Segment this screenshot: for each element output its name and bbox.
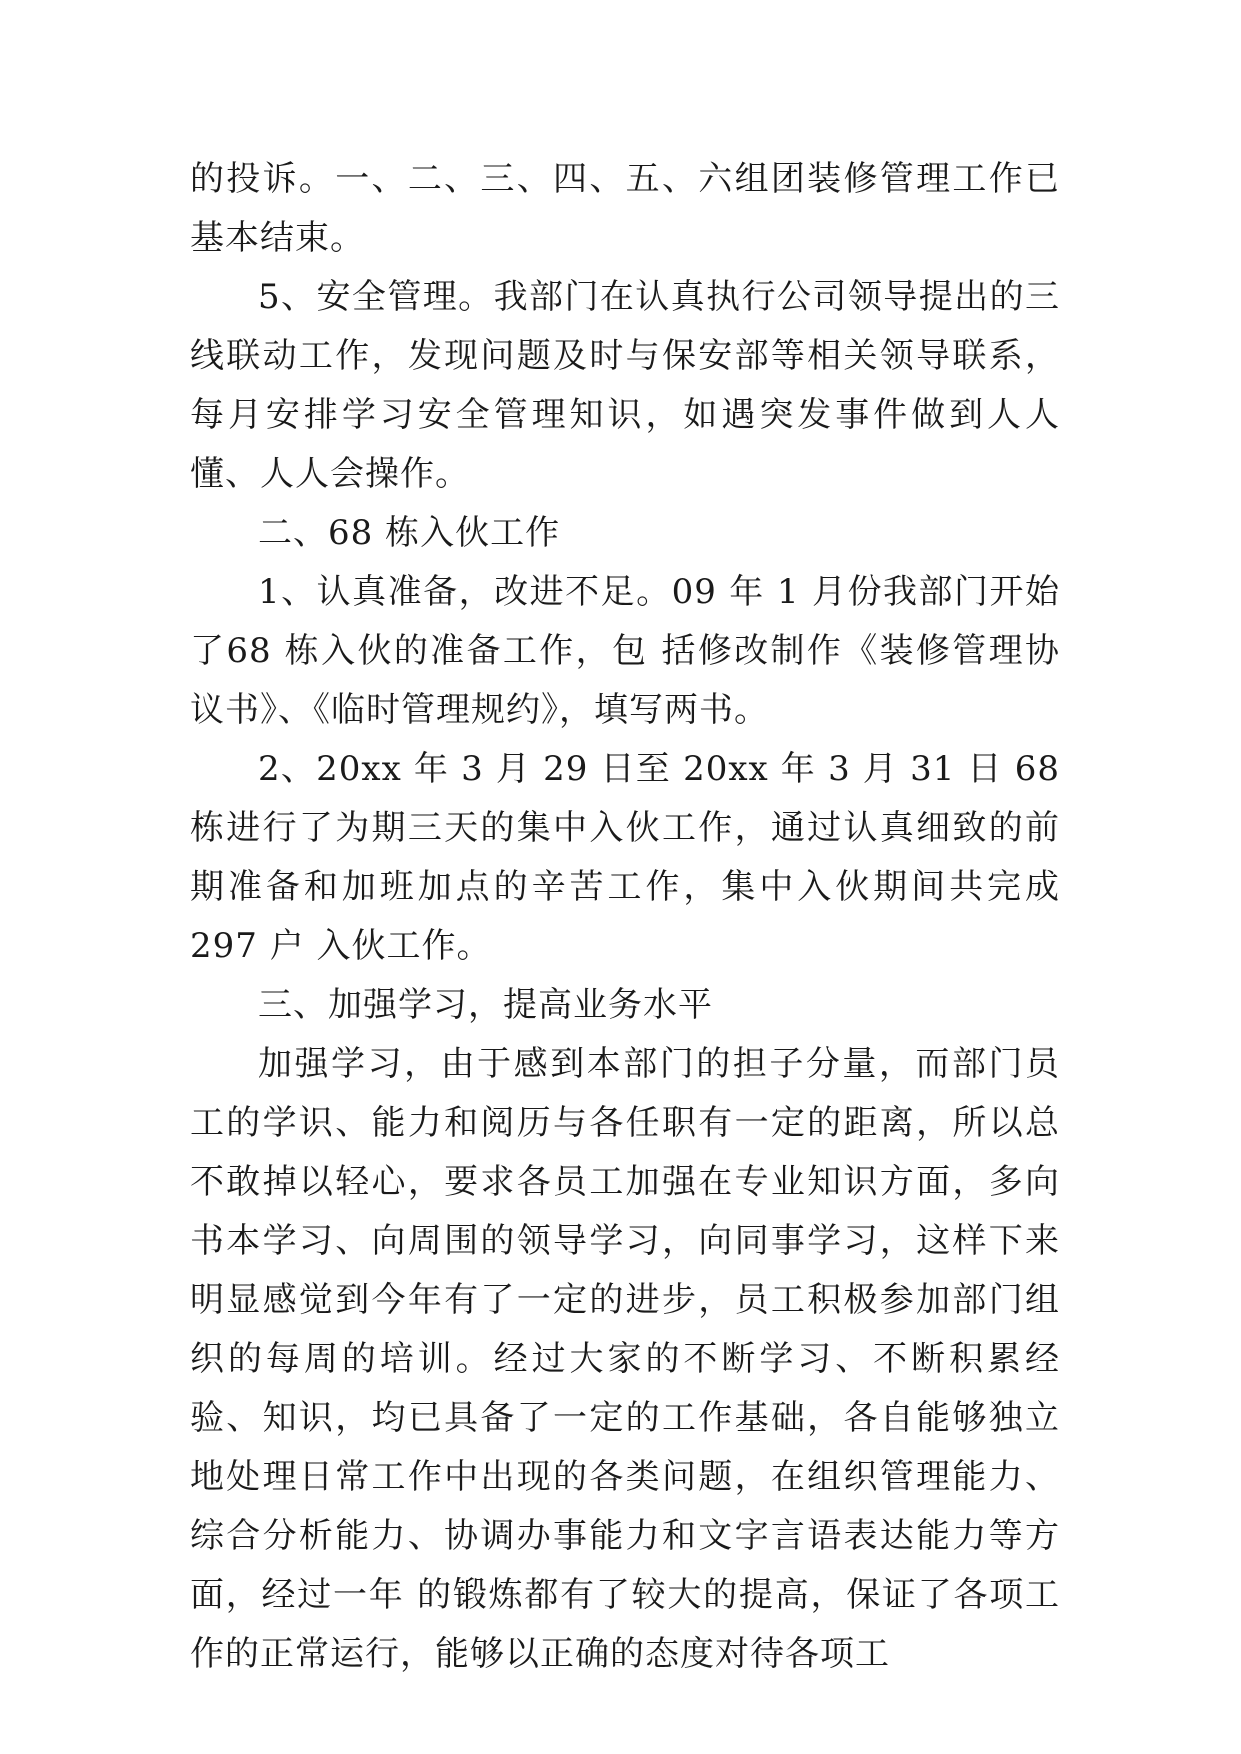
paragraph-complaints-summary: 的投诉。一、二、三、四、五、六组团装修管理工作已基本结束。 <box>190 159 1060 258</box>
paragraph-preparation: 1、认真准备，改进不足。09 年 1 月份我部门开始了68 栋入伙的准备工作，包 括修改制作《装修管理协议书》、《临时管理规约》，填写两书。 <box>190 572 1060 730</box>
document-body <box>190 150 1060 1684</box>
paragraph-move-in-period: 2、20xx 年 3 月 29 日至 20xx 年 3 月 31 日 68 栋进行了为期三天的集中入伙工作，通过认真细致的前期准备和加班加点的辛苦工作，集中入伙期间共完成 297 户 入伙工作。 <box>190 749 1060 966</box>
section-heading-learning: 三、加强学习，提高业务水平 <box>258 985 713 1025</box>
section-heading-building-68: 二、68 栋入伙工作 <box>258 513 561 553</box>
paragraph-learning-details: 加强学习，由于感到本部门的担子分量，而部门员工的学识、能力和阅历与各任职有一定的距离，所以总不敢掉以轻心，要求各员工加强在专业知识方面，多向书本学习、向周围的领导学习，向同事学习，这样下来明显感觉到今年有了一定的进步，员工积极参加部门组织的每周的培训。经过大家的不断学习、不断积累经验、知识，均已具备了一定的工作基础，各自能够独立地处理日常工作中出现的各类问题，在组织管理能力、综合分析能力、协调办事能力和文字言语表达能力等方面，经过一年 的锻炼都有了较大的提高，保证了各项工作的正常运行，能够以正确的态度对待各项工 <box>190 1044 1060 1674</box>
paragraph-safety-management: 5、安全管理。我部门在认真执行公司领导提出的三线联动工作，发现问题及时与保安部等相关领导联系，每月安排学习安全管理知识，如遇突发事件做到人人懂、人人会操作。 <box>190 277 1060 494</box>
